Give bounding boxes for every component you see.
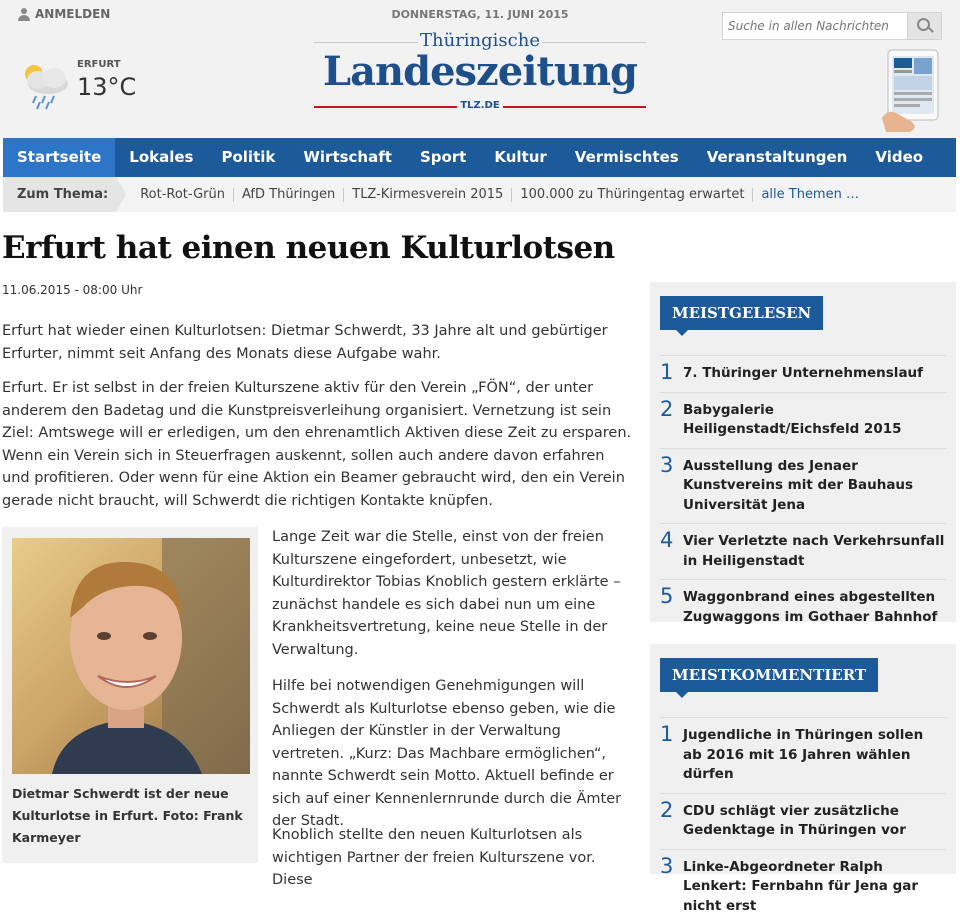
nav-item-vermischtes[interactable]: Vermischtes bbox=[561, 138, 693, 177]
weather-widget[interactable] bbox=[16, 58, 76, 110]
article-link[interactable]: Waggonbrand eines abgestellten Zugwaggons im Gothaer Bahnhof bbox=[683, 588, 946, 627]
most-read-title: MEISTGELESEN bbox=[660, 296, 823, 330]
rank-number: 3 bbox=[660, 453, 673, 477]
rank-number: 1 bbox=[660, 360, 673, 384]
list-item[interactable] bbox=[660, 579, 946, 635]
article-link[interactable]: Vier Verletzte nach Verkehrsunfall in Heiligenstadt bbox=[683, 532, 946, 571]
nav-item-kultur[interactable]: Kultur bbox=[480, 138, 560, 177]
nav-item-startseite[interactable]: Startseite bbox=[3, 138, 115, 177]
main-navigation bbox=[3, 138, 956, 177]
article-timestamp: 11.06.2015 - 08:00 Uhr bbox=[2, 283, 142, 297]
article-link[interactable]: Jugendliche in Thüringen sollen ab 2016 mit 16 Jahren wählen dürfen bbox=[683, 726, 946, 785]
site-logo[interactable] bbox=[310, 30, 650, 112]
rank-number: 1 bbox=[660, 722, 673, 746]
nav-item-video[interactable]: Video bbox=[861, 138, 937, 177]
weather-city: ERFURT bbox=[77, 59, 121, 70]
rank-number: 5 bbox=[660, 584, 673, 608]
article-paragraph: Lange Zeit war die Stelle, einst von der freien Kulturszene eingefordert, unbesetzt, wie Kulturdirektor Tobias Knoblich gestern erklärte – zunächst handele es sich dabei nun um eine Krankheitsvertretung, keine neue Stelle in der Verwaltung. bbox=[272, 526, 627, 661]
topic-link[interactable]: Rot-Rot-Grün bbox=[132, 188, 234, 202]
article-link[interactable]: Linke-Abgeordneter Ralph Lenkert: Fernbahn für Jena gar nicht erst bbox=[683, 858, 946, 917]
topic-link[interactable]: TLZ-Kirmesverein 2015 bbox=[344, 188, 512, 202]
list-item[interactable] bbox=[660, 355, 946, 392]
article-lead: Erfurt hat wieder einen Kulturlotsen: Dietmar Schwerdt, 33 Jahre alt und gebürtiger Erfurter, nimmt seit Anfang des Monats diese Aufgabe wahr. bbox=[2, 320, 632, 365]
nav-item-wirtschaft[interactable]: Wirtschaft bbox=[289, 138, 406, 177]
portrait-photo[interactable] bbox=[12, 538, 250, 774]
nav-item-sport[interactable]: Sport bbox=[406, 138, 480, 177]
article-link[interactable]: Ausstellung des Jenaer Kunstvereins mit der Bauhaus Universität Jena bbox=[683, 457, 946, 516]
topic-link[interactable]: 100.000 zu Thüringentag erwartet bbox=[512, 188, 753, 202]
topics-label: Zum Thema: bbox=[3, 177, 116, 212]
most-commented-title: MEISTKOMMENTIERT bbox=[660, 658, 878, 692]
most-commented-box bbox=[650, 644, 956, 874]
list-item[interactable] bbox=[660, 849, 946, 924]
nav-item-lokales[interactable]: Lokales bbox=[115, 138, 207, 177]
most-read-box bbox=[650, 282, 956, 622]
rank-number: 2 bbox=[660, 397, 673, 421]
logo-line-1: Thüringische bbox=[310, 30, 650, 51]
list-item[interactable] bbox=[660, 717, 946, 793]
site-header bbox=[0, 0, 960, 138]
rank-number: 4 bbox=[660, 528, 673, 552]
article-link[interactable]: Babygalerie Heiligenstadt/Eichsfeld 2015 bbox=[683, 401, 946, 440]
article-paragraph: Knoblich stellte den neuen Kulturlotsen als wichtigen Partner der freien Kulturszene vor. Diese bbox=[272, 824, 627, 892]
article-headline: Erfurt hat einen neuen Kulturlotsen bbox=[2, 230, 615, 266]
weather-temperature: 13°C bbox=[77, 73, 136, 101]
topic-link[interactable]: AfD Thüringen bbox=[234, 188, 344, 202]
most-commented-list bbox=[650, 717, 956, 924]
tablet-promo-icon[interactable] bbox=[882, 48, 942, 134]
search-button[interactable] bbox=[907, 13, 941, 39]
nav-item-veranstaltungen[interactable]: Veranstaltungen bbox=[693, 138, 862, 177]
article-link[interactable]: 7. Thüringer Unternehmenslauf bbox=[683, 364, 946, 384]
logo-line-2: Landeszeitung bbox=[310, 48, 650, 95]
article-figure bbox=[2, 527, 258, 863]
logo-line-3: TLZ.DE bbox=[457, 100, 502, 111]
search-input[interactable] bbox=[723, 13, 909, 39]
list-item[interactable] bbox=[660, 448, 946, 524]
article-link[interactable]: CDU schlägt vier zusätzliche Gedenktage in Thüringen vor bbox=[683, 802, 946, 841]
article-paragraph: Erfurt. Er ist selbst in der freien Kulturszene aktiv für den Verein „FÖN“, der unter anderem den Badetag und die Kunstpreisverleihung organisiert. Vernetzung ist sein Ziel: Amtswege will er erledigen, um den ehrenamtlich Aktiven diese Zeit zu ersparen. Wenn ein Verein sich in Steuerfragen auskennt, sollen auch andere davon erfahren und profitieren. Oder wenn für eine Aktion ein Beamer gebraucht wird, den ein Verein gerade nicht braucht, will Schwerdt die richtigen Kontakte knüpfen. bbox=[2, 377, 632, 512]
list-item[interactable] bbox=[660, 392, 946, 448]
list-item[interactable] bbox=[660, 523, 946, 579]
list-item[interactable] bbox=[660, 793, 946, 849]
login-label: ANMELDEN bbox=[35, 7, 110, 21]
all-topics-link[interactable]: alle Themen … bbox=[753, 187, 867, 202]
topics-bar bbox=[3, 177, 956, 212]
article-paragraph: Hilfe bei notwendigen Genehmigungen will Schwerdt als Kulturlotse ebenso geben, wie die Anliegen der Künstler in der Verwaltung vertreten. „Kurz: Das Machbare ermöglichen“, nannte Schwerdt sein Motto. Aktuell befinde er sich auf einer Kennenlernrunde durch die Ämter der Stadt. bbox=[272, 675, 627, 833]
rank-number: 2 bbox=[660, 798, 673, 822]
current-date: DONNERSTAG, 11. JUNI 2015 bbox=[0, 8, 960, 21]
nav-item-politik[interactable]: Politik bbox=[207, 138, 289, 177]
cloud-rain-sun-icon bbox=[16, 58, 76, 110]
image-caption: Dietmar Schwerdt ist der neue Kulturlotse in Erfurt. Foto: Frank Karmeyer bbox=[12, 783, 248, 849]
rank-number: 3 bbox=[660, 854, 673, 878]
search-box bbox=[722, 12, 942, 40]
most-read-list bbox=[650, 355, 956, 635]
